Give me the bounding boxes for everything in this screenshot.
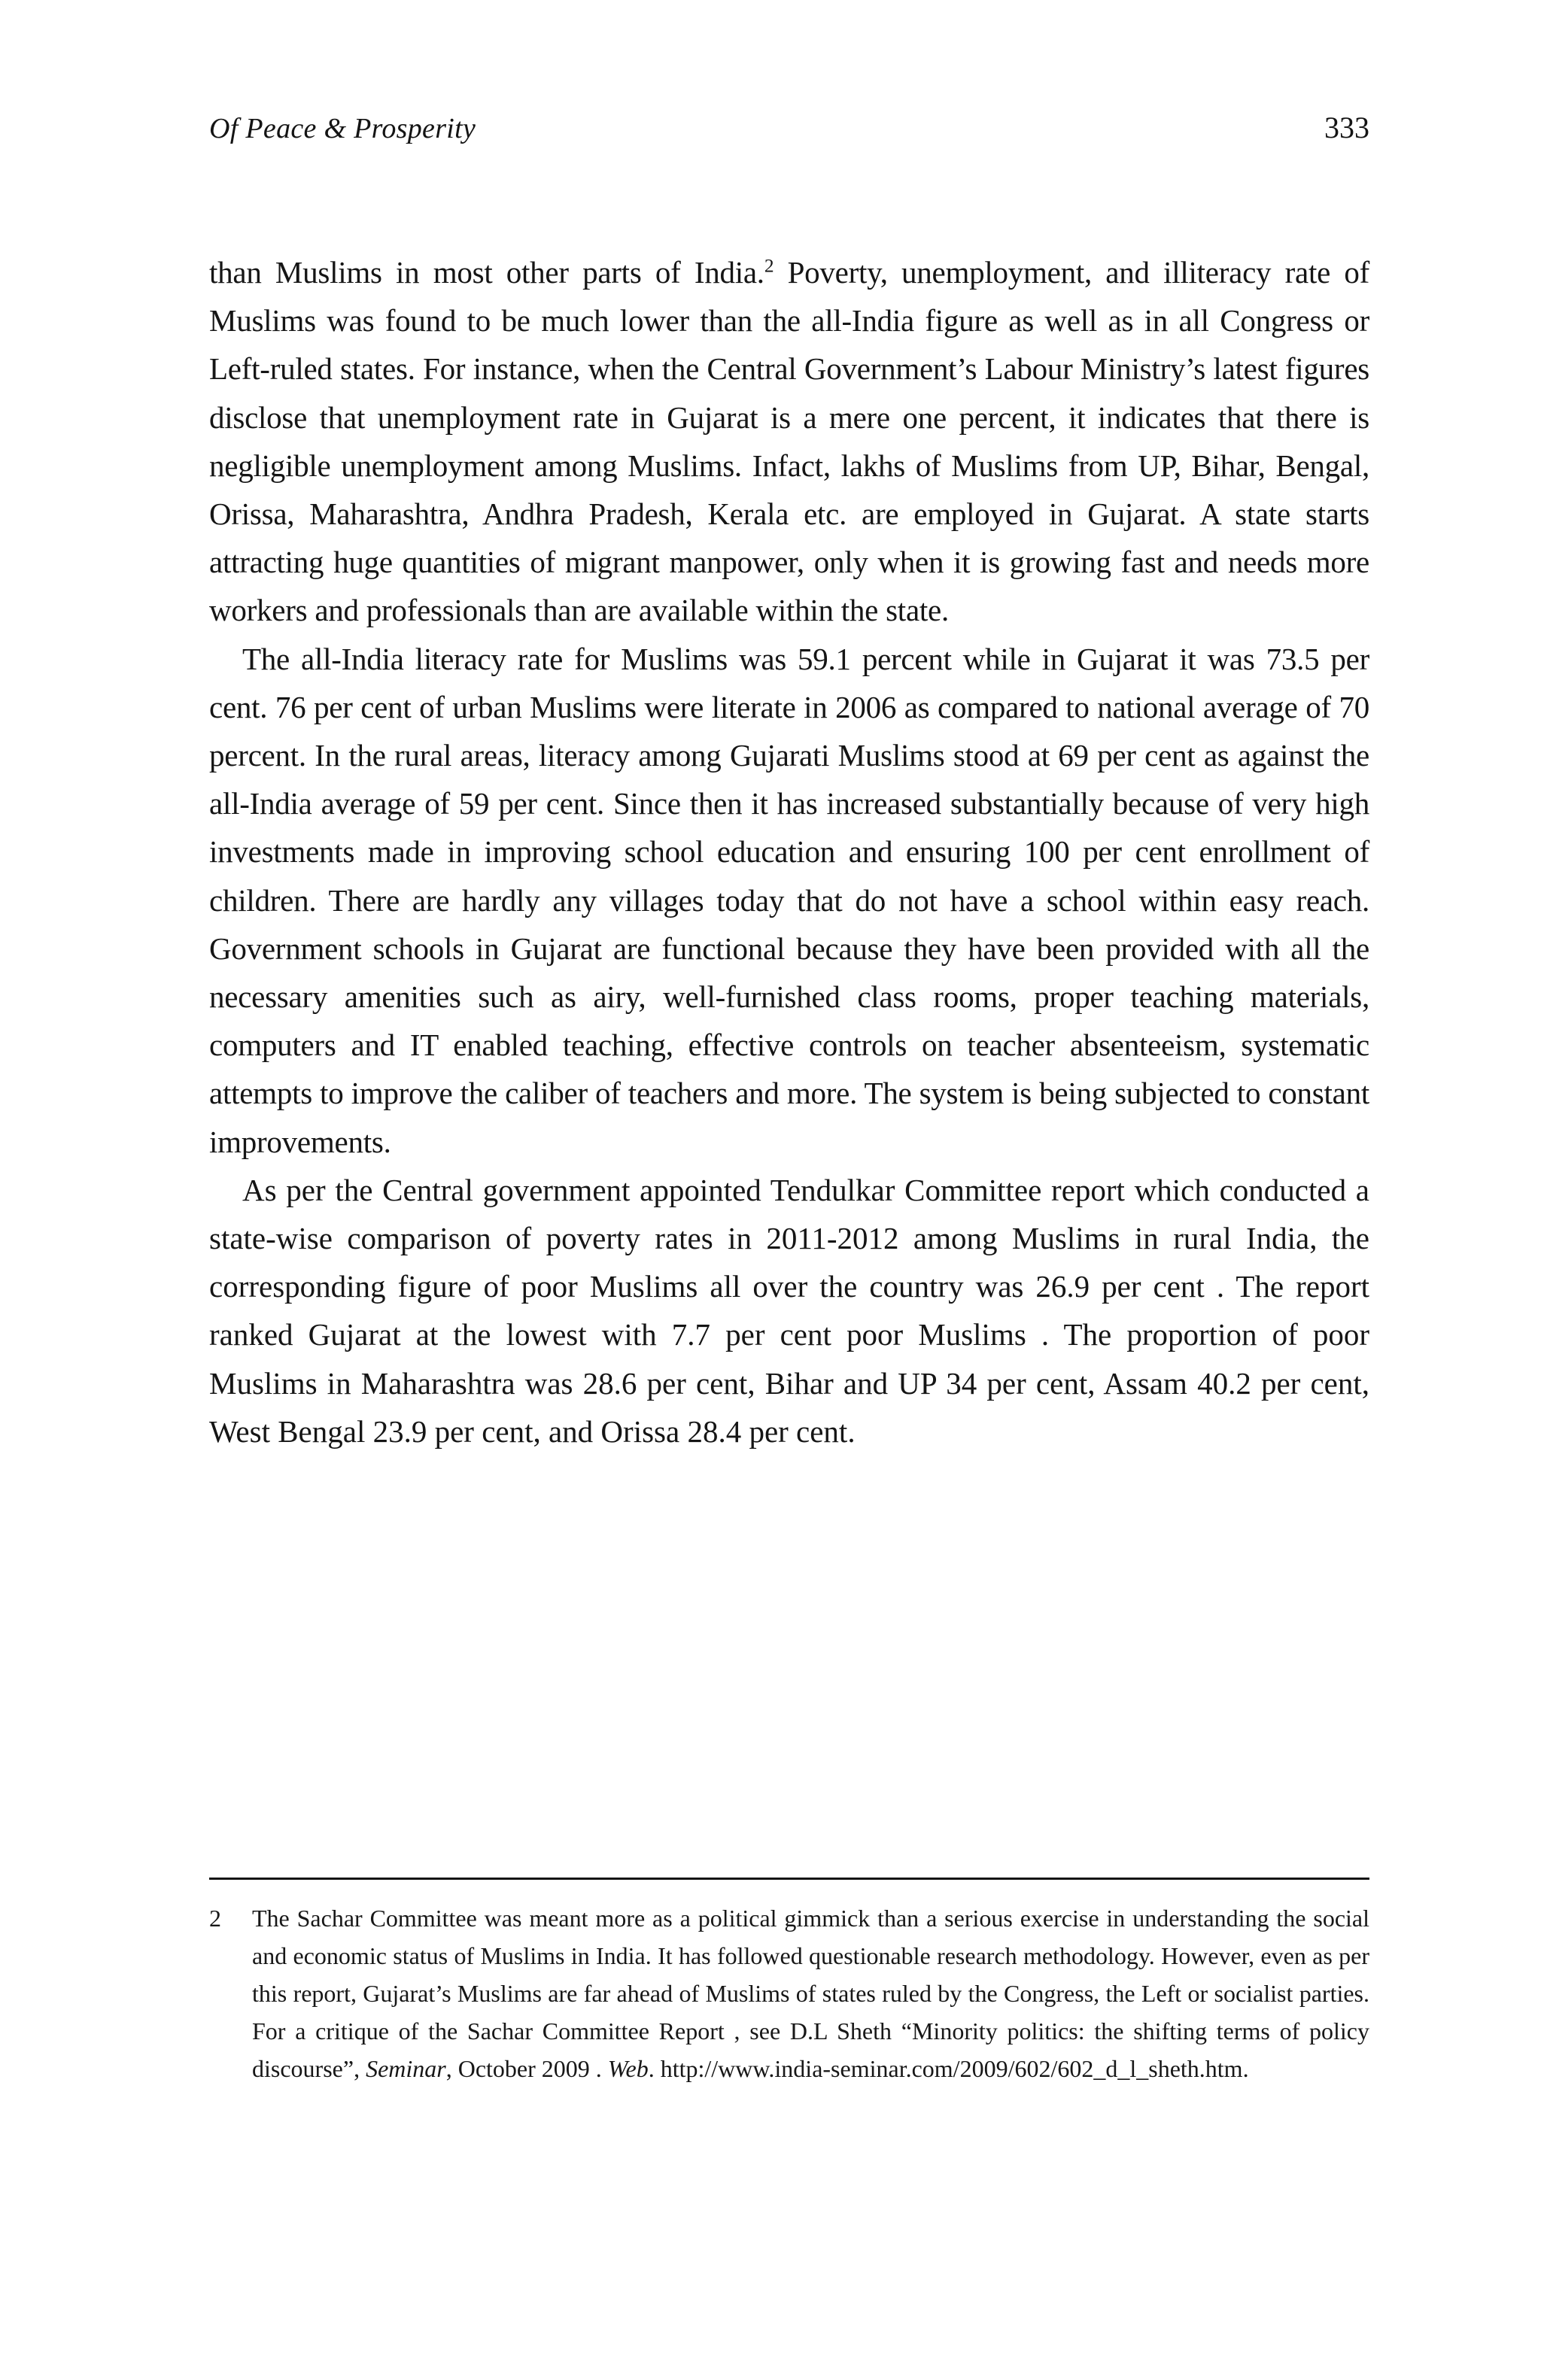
footnote-item xyxy=(209,1899,1369,2087)
paragraph-1-text-before-note: than Muslims in most other parts of India. xyxy=(209,255,764,290)
paragraph-1 xyxy=(209,248,1369,635)
running-head-title: Of Peace & Prosperity xyxy=(209,113,476,144)
paragraph-1-text-after-note: Poverty, unemployment, and illiteracy rate of Muslims was found to be much lower than the all-India figure as well as in all Congress or Left-ruled states. For instance, when the Central Government’s Labour Ministry’s latest figures disclose that unemployment rate in Gujarat is a mere one percent, it indicates that there is negligible unemployment among Muslims. Infact, lakhs of Muslims from UP, Bihar, Bengal, Orissa, Maharashtra, Andhra Pradesh, Kerala etc. are employed in Gujarat. A state starts attracting huge quantities of migrant manpower, only when it is growing fast and needs more workers and professionals than are available within the state. xyxy=(209,255,1369,628)
footnote-seg-3-italic: Web xyxy=(607,2055,649,2082)
footnote-text xyxy=(252,1905,1369,2082)
body-text xyxy=(209,248,1369,1456)
footnote-area xyxy=(209,1878,1369,2087)
footnote-reference-2[interactable]: 2 xyxy=(764,255,774,277)
paragraph-2: The all-India literacy rate for Muslims was 59.1 percent while in Gujarat it was 73.5 per cent. 76 per cent of urban Muslims were literate in 2006 as compared to national average of 70 percent. In the rural areas, literacy among Gujarati Muslims stood at 69 per cent as against the all-India average of 59 per cent. Since then it has increased substantially because of very high investments made in improving school education and ensuring 100 per cent enrollment of children. There are hardly any villages today that do not have a school within easy reach. Government schools in Gujarat are functional because they have been provided with all the necessary amenities such as airy, well-furnished class rooms, proper teaching materials, computers and IT enabled teaching, effective controls on teacher absenteeism, systematic attempts to improve the caliber of teachers and more. The system is being subjected to constant improvements. xyxy=(209,641,1369,1159)
footnote-separator-rule xyxy=(209,1878,1369,1880)
page-number: 333 xyxy=(1324,111,1369,144)
paragraph-3: As per the Central government appointed Tendulkar Committee report which conducted a state-wise comparison of poverty rates in 2011-2012 among Muslims in rural India, the corresponding figure of poor Muslims all over the country was 26.9 per cent . The report ranked Gujarat at the lowest with 7.7 per cent poor Muslims . The proportion of poor Muslims in Maharashtra was 28.6 per cent, Bihar and UP 34 per cent, Assam 40.2 per cent, West Bengal 23.9 per cent, and Orissa 28.4 per cent. xyxy=(209,1172,1369,1449)
footnote-seg-1-italic: Seminar xyxy=(366,2055,446,2082)
footnote-seg-4: . http://www.india-seminar.com/2009/602/602_d_l_sheth.htm. xyxy=(648,2055,1249,2082)
footnote-seg-2: , October 2009 . xyxy=(445,2055,608,2082)
running-head xyxy=(209,110,1369,145)
footnote-seg-0: The Sachar Committee was meant more as a political gimmick than a serious exercise in understanding the social and economic status of Muslims in India. It has followed questionable research methodology. However, even as per this report, Gujarat’s Muslims are far ahead of Muslims of states ruled by the Congress, the Left or socialist parties. For a critique of the Sachar Committee Report , see D.L Sheth “Minority politics: the shifting terms of policy discourse”, xyxy=(252,1905,1369,2082)
footnote-number: 2 xyxy=(209,1905,221,1932)
